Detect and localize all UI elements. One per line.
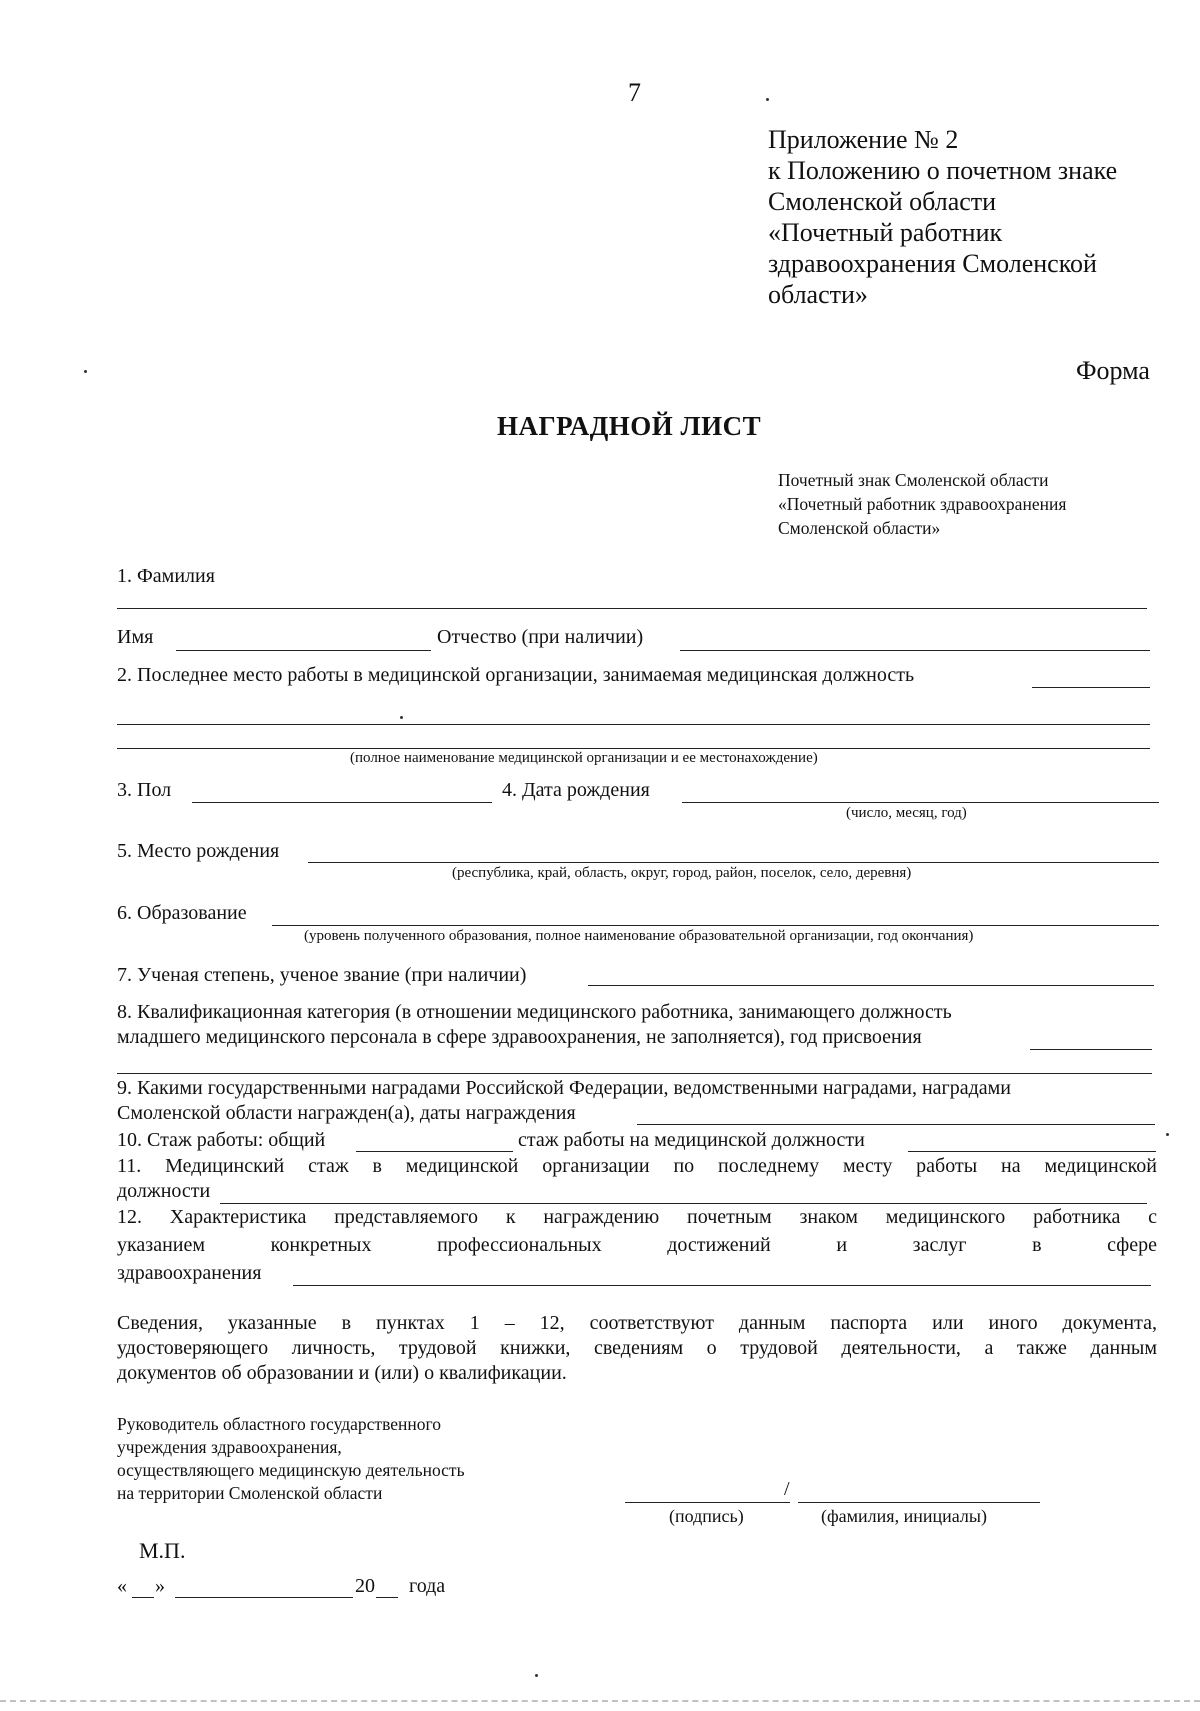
surname-line[interactable] xyxy=(117,608,1147,609)
date-month-line[interactable] xyxy=(175,1597,353,1598)
gender-label: 3. Пол xyxy=(117,779,172,801)
workplace-line[interactable] xyxy=(1032,687,1150,688)
name-line[interactable] xyxy=(176,650,431,651)
scan-speck xyxy=(766,98,769,101)
category-line-2[interactable] xyxy=(117,1073,1152,1074)
workplace-line-2[interactable] xyxy=(117,724,1150,725)
education-hint: (уровень полученного образования, полное наименование образовательной организации, год окончания) xyxy=(304,928,974,944)
appendix-block xyxy=(768,124,1117,310)
birthdate-hint: (число, месяц, год) xyxy=(846,805,967,821)
experience-medical-line[interactable] xyxy=(908,1151,1156,1152)
experience-total-label: 10. Стаж работы: общий xyxy=(117,1129,326,1151)
date-year-prefix: 20 xyxy=(355,1575,375,1597)
award-line: Почетный знак Смоленской области xyxy=(778,470,1049,490)
experience-medical-label: стаж работы на медицинской должности xyxy=(518,1129,865,1151)
signatory-line: осуществляющего медицинскую деятельность xyxy=(117,1460,465,1480)
signatory-line: Руководитель областного государственного xyxy=(117,1414,441,1434)
statement-line: удостоверяющего личность, трудовой книжки, сведениям о трудовой деятельности, а также данным xyxy=(117,1337,1157,1359)
scan-speck xyxy=(400,716,403,719)
stamp-label: М.П. xyxy=(139,1538,186,1563)
date-close-quote: » xyxy=(155,1575,165,1597)
category-label-cont: младшего медицинского персонала в сфере здравоохранения, не заполняется), год присвоения xyxy=(117,1026,922,1048)
appendix-line: Смоленской области xyxy=(768,187,997,216)
statement-line: Сведения, указанные в пунктах 1 – 12, соответствуют данным паспорта или иного документа, xyxy=(117,1312,1157,1334)
education-line[interactable] xyxy=(272,925,1159,926)
character-label-end: здравоохранения xyxy=(117,1262,262,1284)
date-open-quote: « xyxy=(117,1575,127,1597)
workplace-line-3[interactable] xyxy=(117,748,1150,749)
birthdate-line[interactable] xyxy=(682,802,1159,803)
signature-slash: / xyxy=(784,1478,790,1500)
signatory-block xyxy=(117,1413,465,1505)
scan-speck xyxy=(84,370,87,373)
workplace-hint: (полное наименование медицинской организации и ее местонахождение) xyxy=(350,750,818,766)
experience-total-line[interactable] xyxy=(356,1151,513,1152)
character-label-cont: указанием конкретных профессиональных достижений и заслуг в сфере xyxy=(117,1234,1157,1256)
degree-label: 7. Ученая степень, ученое звание (при наличии) xyxy=(117,964,527,986)
page-number: 7 xyxy=(628,78,641,107)
date-day-line[interactable] xyxy=(132,1597,154,1598)
appendix-line: «Почетный работник xyxy=(768,218,1003,247)
signatory-line: учреждения здравоохранения, xyxy=(117,1437,342,1457)
appendix-line: области» xyxy=(768,280,868,309)
scan-speck xyxy=(1166,1133,1169,1136)
character-label: 12. Характеристика представляемого к награждению почетным знаком медицинского работника с xyxy=(117,1206,1157,1228)
surname-label: 1. Фамилия xyxy=(117,565,215,587)
name-initials-line[interactable] xyxy=(798,1502,1040,1503)
award-block xyxy=(778,468,1066,540)
appendix-line: Приложение № 2 xyxy=(768,125,959,154)
name-initials-hint: (фамилия, инициалы) xyxy=(821,1506,987,1526)
statement-block xyxy=(117,1311,1157,1386)
workplace-label: 2. Последнее место работы в медицинской организации, занимаемая медицинская должность xyxy=(117,664,915,686)
appendix-line: здравоохранения Смоленской xyxy=(768,249,1097,278)
patronymic-label: Отчество (при наличии) xyxy=(437,626,644,648)
birthplace-line[interactable] xyxy=(308,862,1159,863)
award-line: «Почетный работник здравоохранения xyxy=(778,494,1067,514)
scan-edge-artifact xyxy=(0,1700,1200,1705)
signature-line[interactable] xyxy=(625,1502,790,1503)
category-year-line[interactable] xyxy=(1030,1049,1152,1050)
name-label: Имя xyxy=(117,626,154,648)
signature-hint: (подпись) xyxy=(669,1506,744,1526)
patronymic-line[interactable] xyxy=(680,650,1150,651)
degree-line[interactable] xyxy=(588,985,1154,986)
birthplace-hint: (республика, край, область, округ, город, район, поселок, село, деревня) xyxy=(452,865,912,881)
birthplace-label: 5. Место рождения xyxy=(117,840,280,862)
birthdate-label: 4. Дата рождения xyxy=(502,779,650,801)
category-label: 8. Квалификационная категория (в отношении медицинского работника, занимающего должность xyxy=(117,1001,952,1023)
award-line: Смоленской области» xyxy=(778,518,941,538)
date-year-line[interactable] xyxy=(376,1597,398,1598)
awards-label-cont: Смоленской области награжден(а), даты награждения xyxy=(117,1102,576,1124)
medstage-label-cont: должности xyxy=(117,1180,211,1202)
statement-line: документов об образовании и (или) о квалификации. xyxy=(117,1362,567,1384)
medstage-label: 11. Медицинский стаж в медицинской организации по последнему месту работы на медицинской xyxy=(117,1155,1157,1177)
awards-line[interactable] xyxy=(637,1124,1155,1125)
medstage-line[interactable] xyxy=(220,1203,1147,1204)
scan-speck xyxy=(535,1674,538,1677)
character-line[interactable] xyxy=(293,1285,1151,1286)
document-title: НАГРАДНОЙ ЛИСТ xyxy=(497,411,762,441)
signatory-line: на территории Смоленской области xyxy=(117,1483,383,1503)
appendix-line: к Положению о почетном знаке xyxy=(768,156,1118,185)
education-label: 6. Образование xyxy=(117,902,247,924)
gender-line[interactable] xyxy=(192,802,492,803)
form-label: Форма xyxy=(1076,356,1150,385)
date-year-suffix: года xyxy=(409,1575,446,1597)
awards-label: 9. Какими государственными наградами Российской Федерации, ведомственными наградами, наградами xyxy=(117,1077,1012,1099)
